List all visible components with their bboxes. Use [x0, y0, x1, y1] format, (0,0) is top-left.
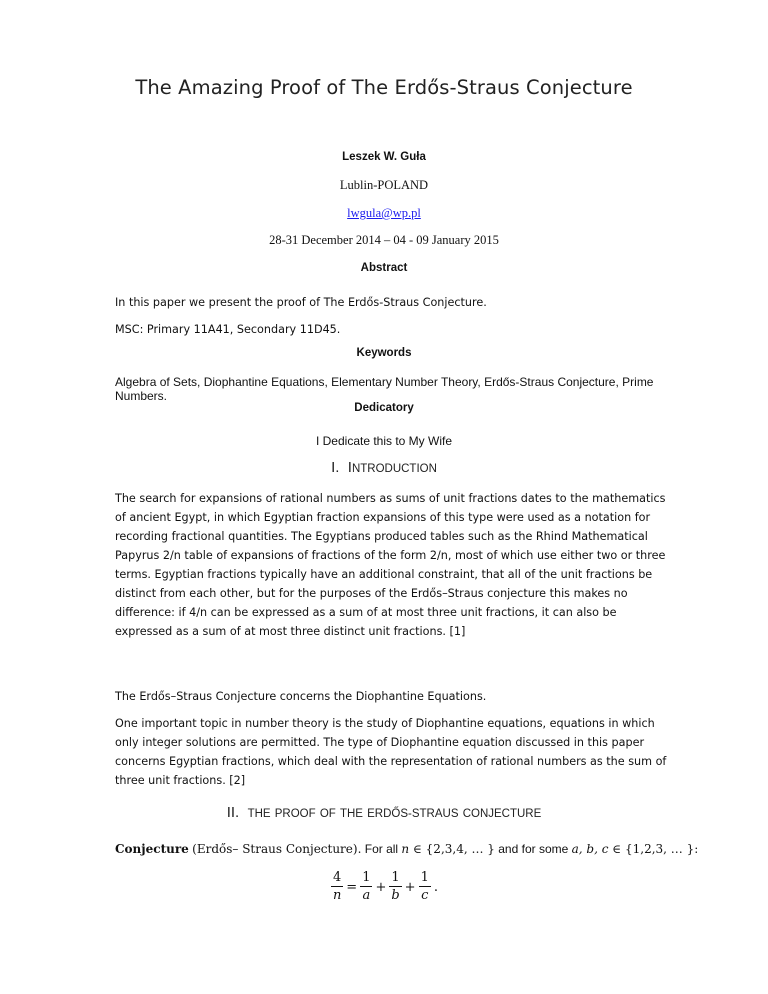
paper-dates: 28-31 December 2014 – 04 - 09 January 2015 — [269, 233, 499, 247]
dedicatory-heading: Dedicatory — [354, 402, 414, 414]
msc-classification: MSC: Primary 11A41, Secondary 11D45. — [115, 323, 341, 336]
plus-sign: + — [404, 879, 416, 895]
dedicatory-text: I Dedicate this to My Wife — [315, 434, 453, 448]
fraction-numerator: 1 — [362, 870, 371, 885]
intro-paragraph-2: The Erdős–Straus Conjecture concerns the Diophantine Equations. — [115, 690, 487, 703]
fraction-1-over-b — [389, 870, 401, 904]
section-1-initial: I — [347, 459, 352, 476]
fraction-denominator: b — [391, 888, 400, 903]
conjecture-text-1: For all — [361, 842, 402, 856]
conjecture-var-n: n — [401, 842, 410, 856]
author-location: Lublin-POLAND — [339, 178, 429, 192]
author-email-link[interactable]: lwgula@wp.pl — [347, 206, 421, 220]
author-name: Leszek W. Guła — [342, 151, 426, 163]
fraction-numerator: 1 — [420, 870, 429, 885]
fraction-numerator: 4 — [333, 870, 342, 885]
abstract-text: In this paper we present the proof of The Erdős-Straus Conjecture. — [115, 296, 487, 309]
section-2-word-1: THE — [247, 808, 271, 820]
section-1-title-rest: NTRODUCTION — [351, 463, 437, 475]
plus-sign: + — [375, 879, 387, 895]
section-2-word-2: PROOF — [274, 808, 316, 820]
section-2-word-3: OF — [319, 808, 336, 820]
formula-period: . — [433, 879, 438, 895]
conjecture-formula — [330, 870, 440, 904]
section-2-number: II. — [226, 804, 240, 821]
section-2-word-6: CONJECTURE — [462, 808, 542, 820]
abstract-heading: Abstract — [360, 262, 408, 274]
fraction-1-over-c — [419, 870, 431, 904]
fraction-1-over-a — [360, 870, 372, 904]
conjecture-set-1: ∈ {2,3,4, … } — [409, 842, 495, 856]
conjecture-label: Conjecture — [115, 842, 189, 856]
equals-sign: = — [346, 879, 358, 895]
keywords-heading: Keywords — [356, 347, 412, 359]
fraction-4-over-n — [331, 870, 343, 904]
fraction-denominator: c — [421, 888, 429, 903]
conjecture-statement — [115, 842, 698, 856]
conjecture-text-2: and for some — [494, 842, 572, 856]
conjecture-name: (Erdős– Straus Conjecture). — [192, 842, 362, 856]
section-1-number: I. — [331, 459, 340, 476]
conjecture-vars-abc: a, b, c — [571, 842, 609, 856]
section-1-heading — [0, 459, 768, 476]
intro-paragraph-3: One important topic in number theory is the study of Diophantine equations, equations in which only integer solutions are permitted. The type of Diophantine equation discussed in this paper concerns Egyptian fractions, which deal with the representation of rational numbers as the sum of three unit fractions. [2] — [115, 717, 667, 787]
fraction-numerator: 1 — [391, 870, 400, 885]
section-2-word-4: THE — [339, 808, 363, 820]
paper-title: The Amazing Proof of The Erdős-Straus Conjecture — [135, 76, 633, 99]
section-2-heading — [0, 804, 768, 821]
section-2-word-5: ERDŐS-STRAUS — [367, 808, 459, 820]
intro-paragraph-1: The search for expansions of rational numbers as sums of unit fractions dates to the mathematics of ancient Egypt, in which Egyptian fraction expansions of this type were used as a notation for recording fractional quantities. The Egyptians produced tables such as the Rhind Mathematical Papyrus 2/n table of expansions of fractions of the form 2/n, most of which use either two or three terms. Egyptian fractions typically have an additional constraint, that all of the unit fractions be distinct from each other, but for the purposes of the Erdős–Straus conjecture this makes no difference: if 4/n can be expressed as a sum of at most three unit fractions, it can also be expressed as a sum of at most three distinct unit fractions. [1] — [115, 492, 666, 638]
conjecture-set-2: ∈ {1,2,3, … }: — [608, 842, 699, 856]
keywords-text: Algebra of Sets, Diophantine Equations, Elementary Number Theory, Erdős-Straus Conjecture, Prime Numbers. — [115, 375, 654, 403]
fraction-denominator: n — [332, 888, 342, 903]
fraction-denominator: a — [362, 888, 371, 903]
